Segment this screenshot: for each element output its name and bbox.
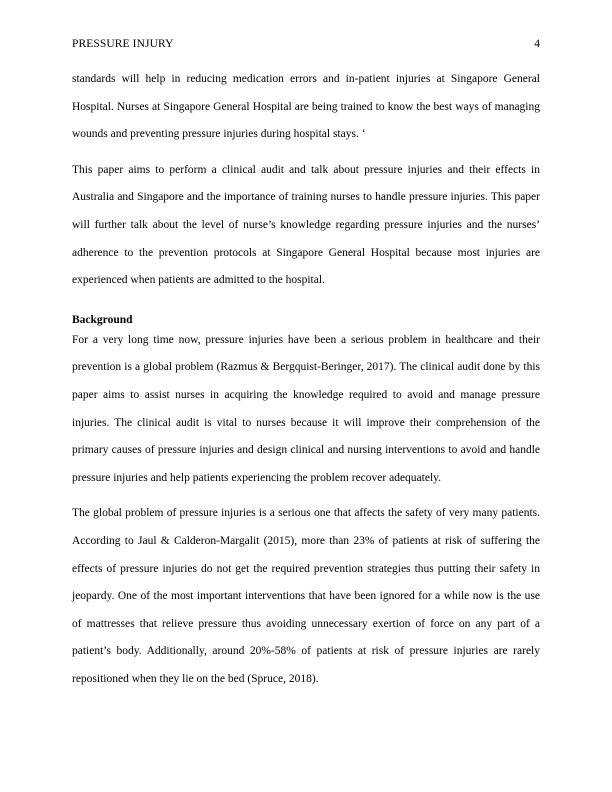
paragraph-intro-continuation: standards will help in reducing medication errors and in-patient injuries at Singapore General Hospital. Nurses at Singapore General Hospital are being trained to know the best ways of managing wounds and preventing pressure injuries during hospital stays. ‘ xyxy=(72,73,540,141)
paragraph-paper-aims: This paper aims to perform a clinical audit and talk about pressure injuries and their effects in Australia and Singapore and the importance of training nurses to handle pressure injuries. This paper will further talk about the level of nurse’s knowledge regarding pressure injuries and the nurses’ adherence to the prevention protocols at Singapore General Hospital because most injuries are experienced when patients are admitted to the hospital. xyxy=(72,163,540,287)
document-body xyxy=(72,66,540,693)
running-head: PRESSURE INJURY xyxy=(72,38,174,50)
section-heading-background: Background xyxy=(72,313,133,326)
page-number: 4 xyxy=(534,38,540,50)
page-header xyxy=(72,36,540,52)
paragraph-background-2: The global problem of pressure injuries is a serious one that affects the safety of very many patients. According to Jaul & Calderon-Margalit (2015), more than 23% of patients at risk of suffering the effects of pressure injuries do not get the required prevention strategies thus putting their safety in jeopardy. One of the most important interventions that have been ignored for a while now is the use of mattresses that relieve pressure thus avoiding unnecessary exertion of force on any part of a patient’s body. Additionally, around 20%-58% of patients at risk of pressure injuries are rarely repositioned when they lie on the bed (Spruce, 2018). xyxy=(72,507,540,685)
paragraph-background-1: For a very long time now, pressure injuries have been a serious problem in healthcare and their prevention is a global problem (Razmus & Bergquist-Beringer, 2017). The clinical audit done by this paper aims to assist nurses in acquiring the knowledge required to avoid and manage pressure injuries. The clinical audit is vital to nurses because it will improve their comprehension of the primary causes of pressure injuries and design clinical and nursing interventions to avoid and handle pressure injuries and help patients experiencing the problem recover adequately. xyxy=(72,333,540,484)
